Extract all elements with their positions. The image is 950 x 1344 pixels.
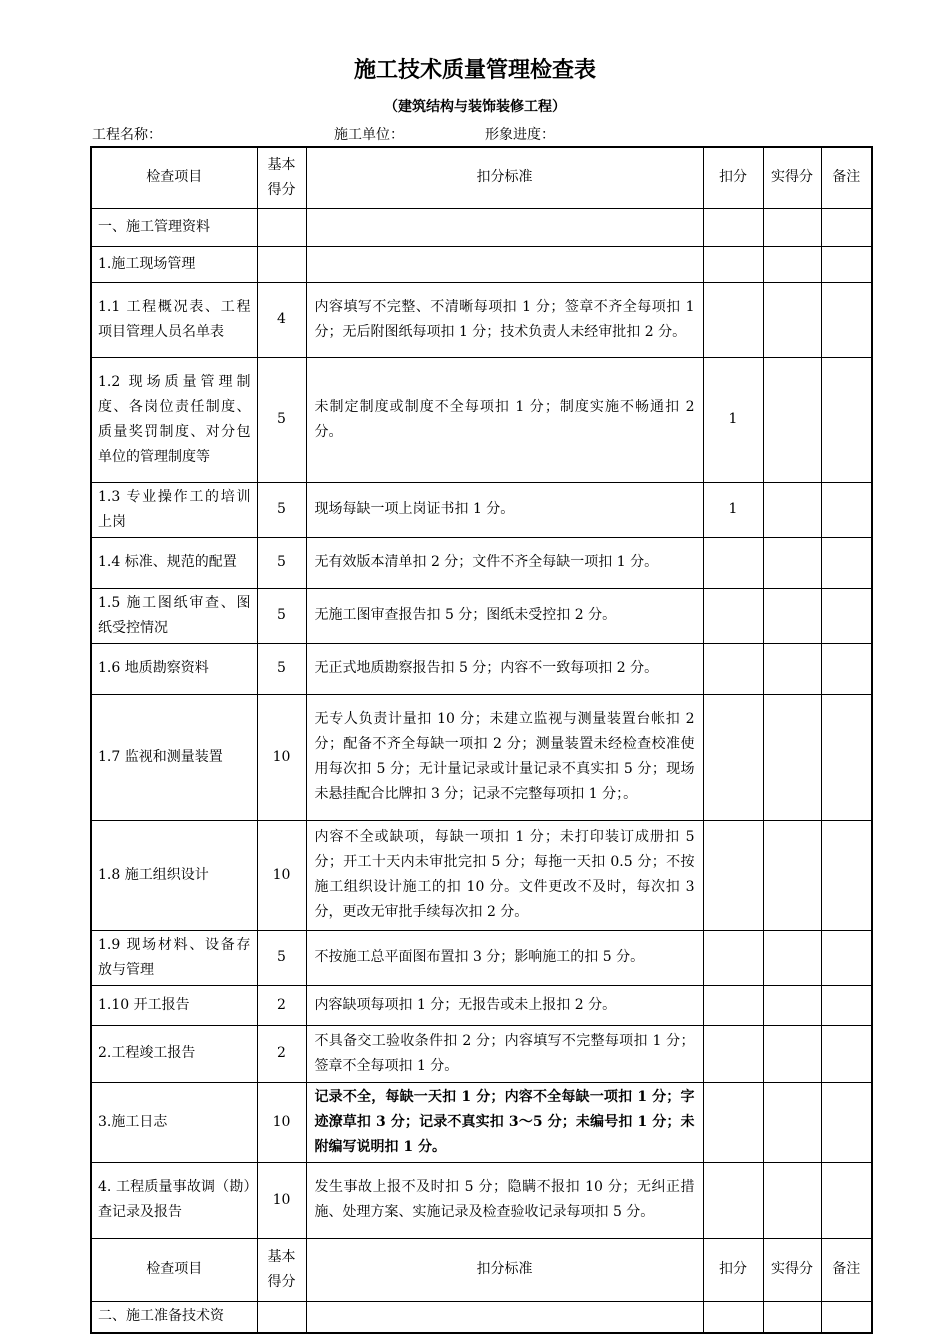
document-title: 施工技术质量管理检查表 [353,58,596,83]
row-item: 4. 工程质量事故调（勘）查记录及报告 [91,1162,257,1238]
document-subtitle: （建筑结构与装饰装修工程） [384,99,566,115]
row-item: 3.施工日志 [91,1082,257,1162]
row-actual [763,985,821,1025]
inspection-table [90,146,873,1334]
header-item: 检查项目 [91,147,257,208]
row-actual [763,1025,821,1082]
row-standard: 内容不全或缺项，每缺一项扣 1 分；未打印装订成册扣 5 分；开工十天内未审批完扣 5 分；每拖一天扣 0.5 分；不按施工组织设计施工的扣 10 分。文件更改不及时，每次扣 3 分，更改无审批手续每次扣 2 分。 [306,820,703,930]
repeat-header-standard: 扣分标准 [306,1238,703,1301]
row-deduction [703,1301,763,1333]
row-actual [763,282,821,357]
row-actual [763,820,821,930]
row-score: 10 [257,694,306,820]
project-name-label: 工程名称： [92,127,162,143]
table-row [91,537,872,588]
row-item: 二、施工准备技术资 [91,1301,257,1333]
row-deduction [703,246,763,282]
row-remark [821,537,872,588]
row-remark [821,1082,872,1162]
table-row [91,1082,872,1162]
construction-unit-label: 施工单位： [334,127,404,143]
row-actual [763,1301,821,1333]
row-item: 1.10 开工报告 [91,985,257,1025]
row-actual [763,357,821,482]
row-item: 1.8 施工组织设计 [91,820,257,930]
row-deduction: 1 [703,482,763,537]
row-remark [821,820,872,930]
row-deduction: 1 [703,357,763,482]
table-row [91,482,872,537]
row-deduction [703,537,763,588]
row-item: 1.5 施工图纸审查、图纸受控情况 [91,588,257,643]
row-score: 5 [257,482,306,537]
row-standard: 不具备交工验收条件扣 2 分；内容填写不完整每项扣 1 分；签章不全每项扣 1 分。 [306,1025,703,1082]
row-score: 5 [257,643,306,694]
row-actual [763,588,821,643]
row-item: 1.3 专业操作工的培训上岗 [91,482,257,537]
row-score [257,208,306,246]
row-deduction [703,208,763,246]
repeat-header-actual: 实得分 [763,1238,821,1301]
table-row [91,282,872,357]
row-score: 5 [257,588,306,643]
row-deduction [703,1082,763,1162]
row-item: 1.1 工程概况表、工程项目管理人员名单表 [91,282,257,357]
progress-label: 形象进度： [485,127,555,143]
row-item: 1.7 监视和测量装置 [91,694,257,820]
row-score [257,246,306,282]
row-remark [821,482,872,537]
row-remark [821,930,872,985]
row-standard [306,208,703,246]
row-actual [763,1162,821,1238]
row-standard: 记录不全，每缺一天扣 1 分；内容不全每缺一项扣 1 分；字迹潦草扣 3 分；记录不真实扣 3～5 分；未编号扣 1 分；未附编写说明扣 1 分。 [306,1082,703,1162]
repeat-header-remark: 备注 [821,1238,872,1301]
row-standard: 现场每缺一项上岗证书扣 1 分。 [306,482,703,537]
row-score: 2 [257,1025,306,1082]
row-deduction [703,985,763,1025]
header-remark: 备注 [821,147,872,208]
row-score: 2 [257,985,306,1025]
row-item: 1.9 现场材料、设备存放与管理 [91,930,257,985]
row-item: 1.4 标准、规范的配置 [91,537,257,588]
table-row [91,588,872,643]
header-deduction: 扣分 [703,147,763,208]
row-remark [821,1301,872,1333]
header-base-score: 基本得分 [257,147,306,208]
row-standard: 内容缺项每项扣 1 分；无报告或未上报扣 2 分。 [306,985,703,1025]
row-deduction [703,1025,763,1082]
row-remark [821,357,872,482]
row-remark [821,246,872,282]
table-body [91,208,872,1238]
row-remark [821,985,872,1025]
row-remark [821,1162,872,1238]
row-remark [821,643,872,694]
row-actual [763,537,821,588]
row-standard: 不按施工总平面图布置扣 3 分；影响施工的扣 5 分。 [306,930,703,985]
row-score: 5 [257,537,306,588]
table-row [91,246,872,282]
row-deduction [703,643,763,694]
row-standard: 无专人负责计量扣 10 分；未建立监视与测量装置台帐扣 2 分；配备不齐全每缺一项扣 2 分；测量装置未经检查校准使用每次扣 5 分；无计量记录或计量记录不真实扣 5 分；现场未悬挂配合比牌扣 3 分；记录不完整每项扣 1 分；。 [306,694,703,820]
table-repeat-header-row [91,1238,872,1301]
row-actual [763,694,821,820]
row-remark [821,208,872,246]
row-deduction [703,588,763,643]
row-deduction [703,820,763,930]
row-standard: 发生事故上报不及时扣 5 分；隐瞒不报扣 10 分；无纠正措施、处理方案、实施记录及检查验收记录每项扣 5 分。 [306,1162,703,1238]
row-item: 1.施工现场管理 [91,246,257,282]
row-actual [763,643,821,694]
table-header-row [91,147,872,208]
table-row [91,1162,872,1238]
table-row [91,643,872,694]
table-row [91,1301,872,1333]
table-row [91,985,872,1025]
header-standard: 扣分标准 [306,147,703,208]
row-standard: 无有效版本清单扣 2 分；文件不齐全每缺一项扣 1 分。 [306,537,703,588]
row-standard: 内容填写不完整、不清晰每项扣 1 分；签章不齐全每项扣 1 分；无后附图纸每项扣 1 分；技术负责人未经审批扣 2 分。 [306,282,703,357]
header-actual: 实得分 [763,147,821,208]
row-actual [763,1082,821,1162]
row-remark [821,1025,872,1082]
row-remark [821,694,872,820]
table-row [91,820,872,930]
row-score: 10 [257,1082,306,1162]
row-item: 一、施工管理资料 [91,208,257,246]
table-row [91,694,872,820]
row-deduction [703,282,763,357]
row-deduction [703,694,763,820]
row-score: 10 [257,820,306,930]
row-actual [763,930,821,985]
row-deduction [703,930,763,985]
row-remark [821,588,872,643]
row-item: 1.2 现场质量管理制度、各岗位责任制度、质量奖罚制度、对分包单位的管理制度等 [91,357,257,482]
table-row [91,208,872,246]
row-standard: 无施工图审查报告扣 5 分；图纸未受控扣 2 分。 [306,588,703,643]
row-standard: 无正式地质勘察报告扣 5 分；内容不一致每项扣 2 分。 [306,643,703,694]
row-score: 4 [257,282,306,357]
table-row [91,357,872,482]
repeat-header-base-score: 基本得分 [257,1238,306,1301]
row-actual [763,208,821,246]
row-score: 10 [257,1162,306,1238]
row-actual [763,246,821,282]
row-item: 2.工程竣工报告 [91,1025,257,1082]
table-row [91,1025,872,1082]
row-score: 5 [257,357,306,482]
row-remark [821,282,872,357]
project-info-line [92,124,872,146]
row-item: 1.6 地质勘察资料 [91,643,257,694]
repeat-header-item: 检查项目 [91,1238,257,1301]
row-actual [763,482,821,537]
row-standard: 未制定制度或制度不全每项扣 1 分；制度实施不畅通扣 2 分。 [306,357,703,482]
row-deduction [703,1162,763,1238]
row-standard [306,1301,703,1333]
row-score: 5 [257,930,306,985]
repeat-header-deduction: 扣分 [703,1238,763,1301]
table-row [91,930,872,985]
row-score [257,1301,306,1333]
row-standard [306,246,703,282]
